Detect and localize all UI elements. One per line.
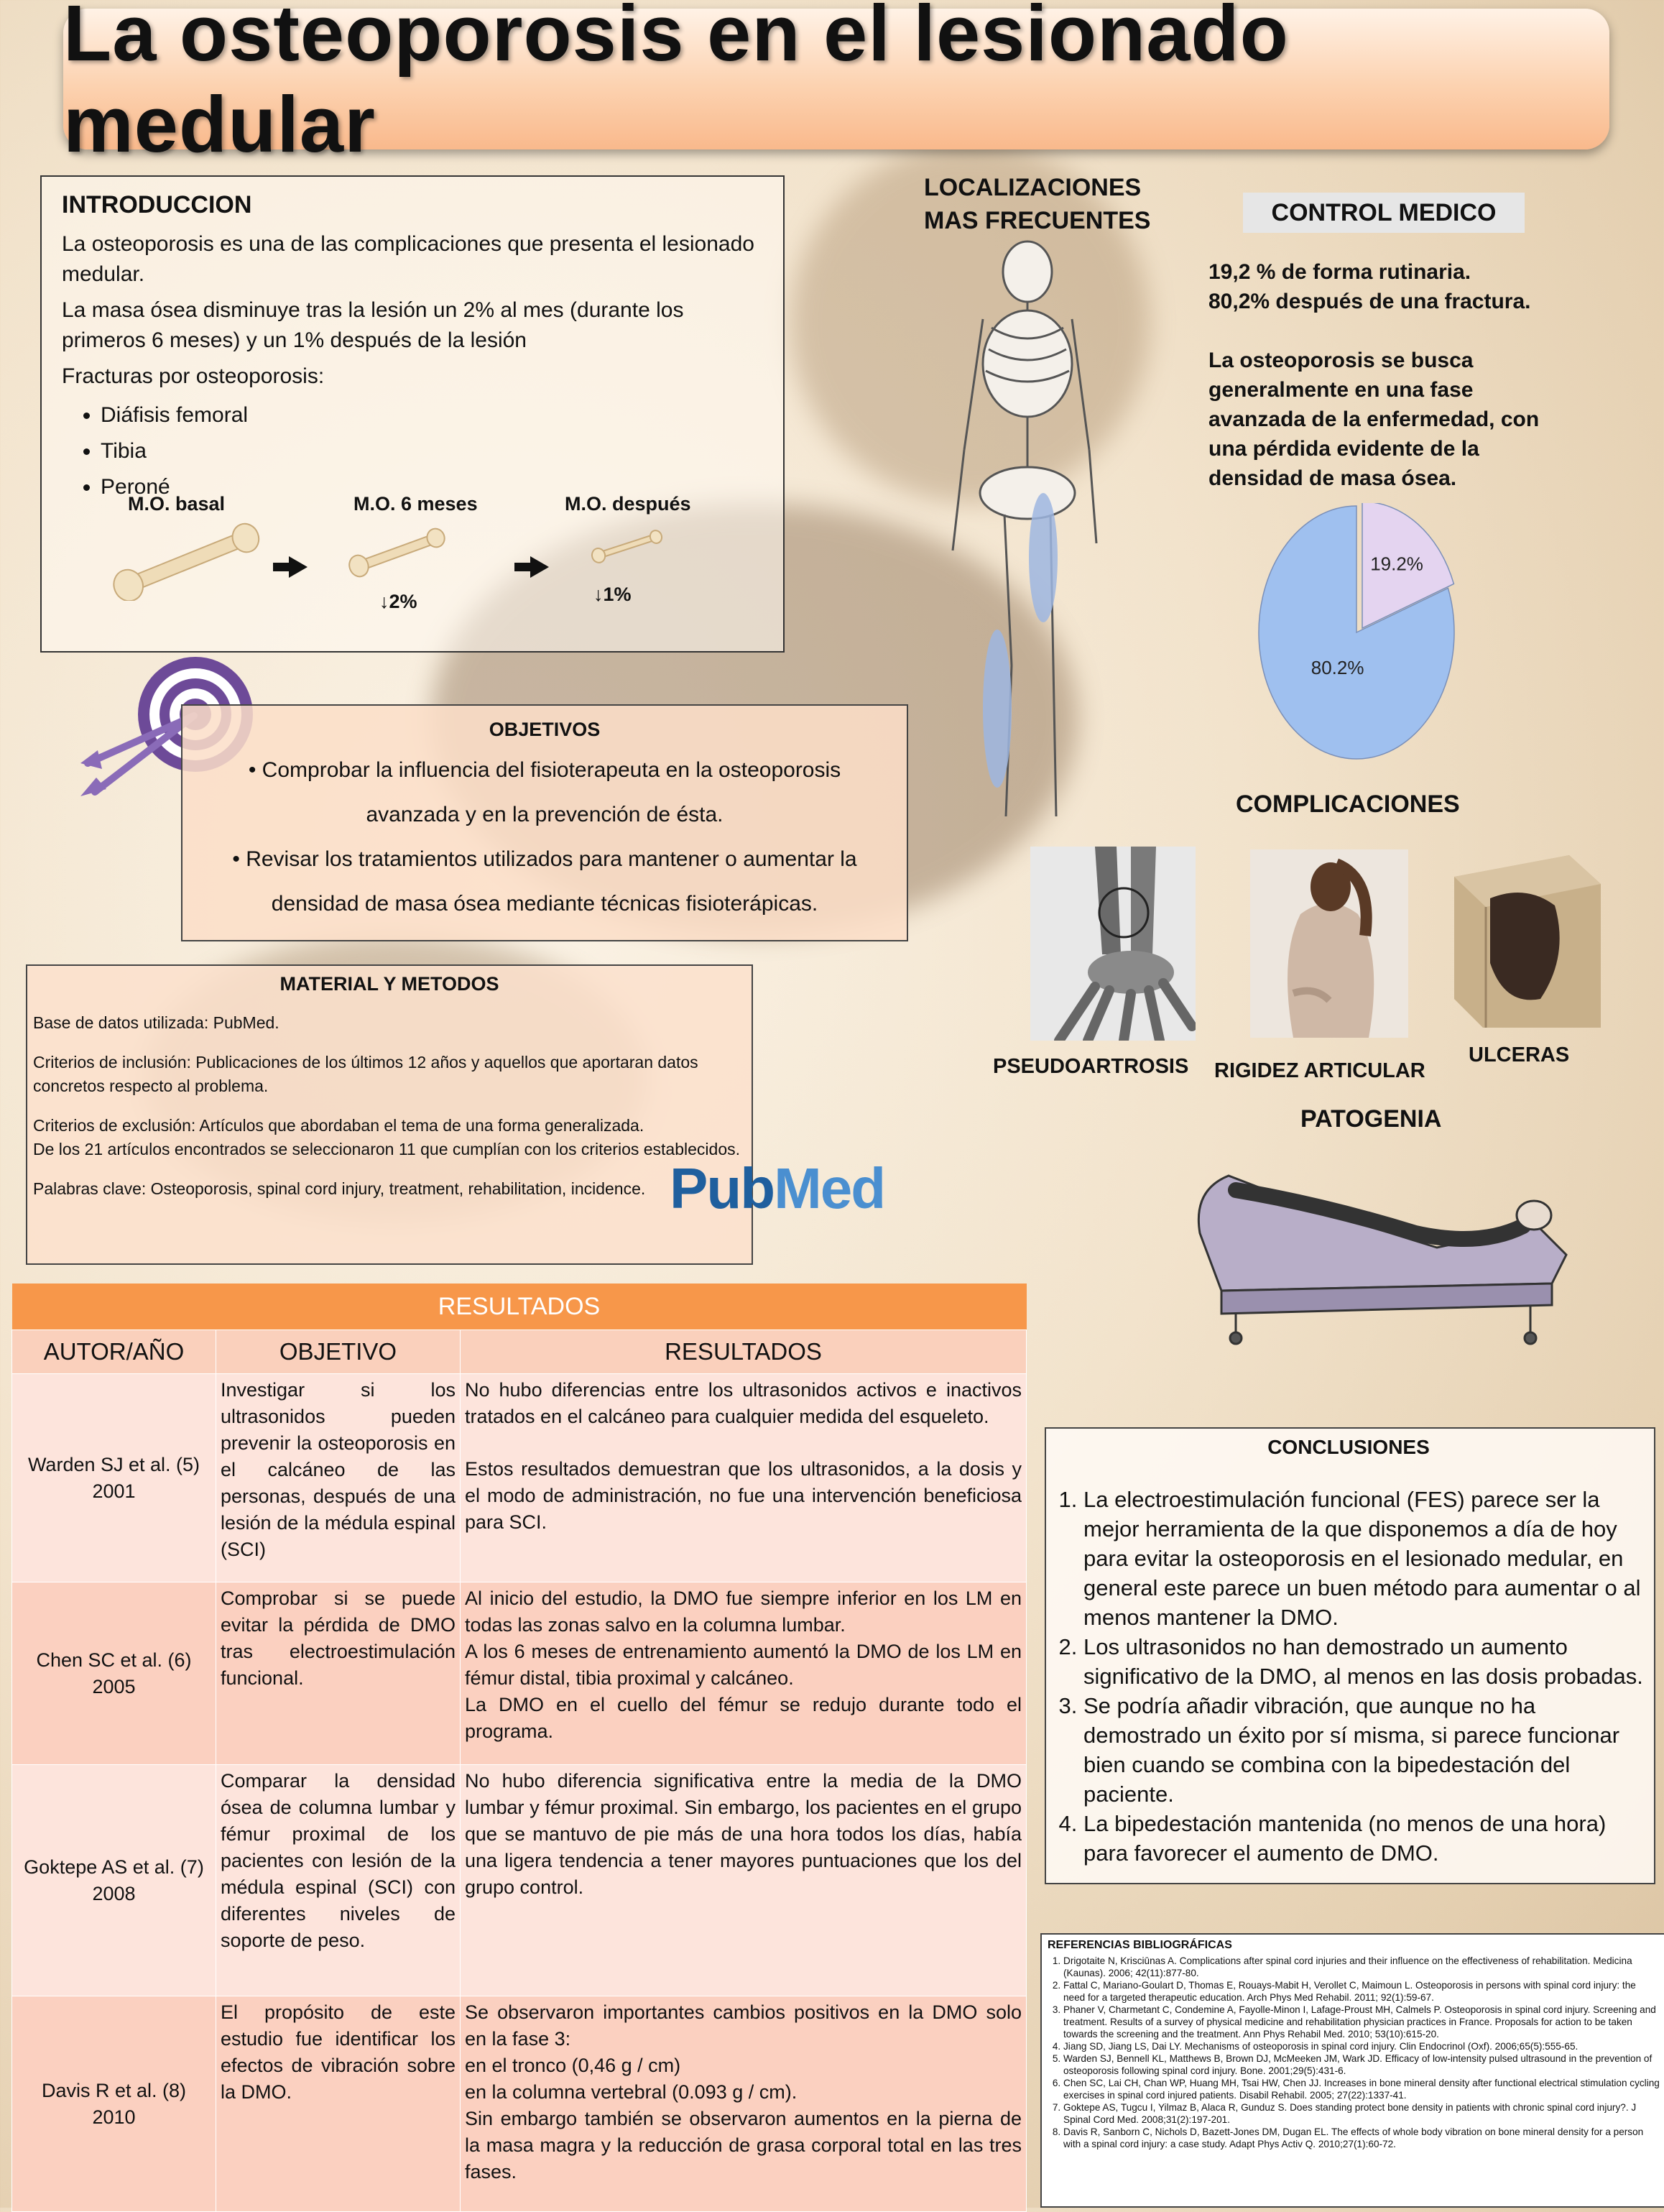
material-p1: Base de datos utilizada: PubMed. [33,1013,279,1032]
control-medico-heading: CONTROL MEDICO [1243,193,1525,233]
col-header-resultados: RESULTADOS [461,1330,1027,1374]
material-p2: Criterios de inclusión: Publicaciones de los últimos 12 años y aquellos que aportaran datos concretos respecto al problema. [33,1053,698,1095]
author-name: Warden SJ et al. (5) [27,1453,200,1475]
conclusion-item: 3. Se podría añadir vibración, que aunque no ha demostrado un éxito por sí misma, si parece funcionar bien cuando se combina con la bipedestación del paciente. [1083,1691,1644,1809]
localizaciones-heading [924,171,1168,237]
result-text: en la columna vertebral (0.093 g / cm). [465,2081,798,2103]
caption-rigidez-articular: RIGIDEZ ARTICULAR [1214,1059,1425,1082]
result-text: No hubo diferencias entre los ultrasonidos activos e inactivos tratados en el calcáneo para cualquier medida del esqueleto. [465,1379,1022,1427]
introduccion-p2: La masa ósea disminuye tras la lesión un 2% al mes (durante los primeros 6 meses) y un 1% después de la lesión [62,298,684,352]
reference-item: 8. Davis R, Sanborn C, Nichols D, Bazett-Jones DM, Dugan EL. The effects of whole body vibration on bone mineral density for a person with a spinal cord injury: a case study. Adapt Phys Activ Q. 2010;27(1):60-72. [1063,2126,1660,2150]
control-line1: 19,2 % de forma rutinaria. [1208,260,1471,284]
control-line2: 80,2% después de una fractura. [1208,290,1531,313]
material-p3b: De los 21 artículos encontrados se seleccionaron 11 que cumplían con los criterios establecidos. [33,1140,741,1158]
referencias-section [1040,1933,1664,2208]
reference-item: 6. Chen SC, Lai CH, Chan WP, Huang MH, Tsai HW, Chen JJ. Increases in bone mineral density after functional electrical stimulation cycling exercises in spinal cord injured patients. Disabil Rehabil. 2005; 27(22):1337-41. [1063,2077,1660,2101]
author-year: 2010 [92,2106,136,2128]
bone-small-icon [588,525,667,568]
objetivos-heading: OBJETIVOS [489,719,601,740]
reference-item: 7. Goktepe AS, Tugcu I, Yilmaz B, Alaca R, Gunduz S. Does standing protect bone density in patients with chronic spinal cord injury?. J Spinal Cord Med. 2008;31(2):197-201. [1063,2101,1660,2126]
conclusiones-heading: CONCLUSIONES [1267,1436,1430,1458]
author-cell [12,1582,216,1765]
referencias-list [1048,1955,1660,2150]
objective-cell: Investigar si los ultrasonidos pueden prevenir la osteoporosis en el calcáneo de las personas, después de una lesión de la médula espinal (SCI) [216,1374,461,1582]
mo-despues-label: M.O. después [565,493,691,515]
introduccion-p1: La osteoporosis es una de las complicaciones que presenta el lesionado medular. [62,232,754,286]
localizaciones-line2: MAS FRECUENTES [924,207,1151,234]
pie-slice-label: 19.2% [1370,553,1423,575]
objetivos-section [181,704,908,941]
decrease-1-label: ↓1% [593,584,632,605]
pie-slice-label: 80.2% [1311,657,1364,679]
result-text: Sin embargo también se observaron aumentos en la pierna de la masa magra y la reducción de grasa corporal total en las tres fases. [465,2108,1022,2183]
result-cell: No hubo diferencia significativa entre la media de la DMO lumbar y fémur proximal. Sin embargo, los pacientes en el grupo que se mantuvo de pie más de una hora todos los días, había una ligera tendencia a tener mayores puntuaciones que los del grupo control. [461,1765,1027,1996]
result-text: Estos resultados demuestran que los ultrasonidos, a la dosis y el modo de administración, no fue una intervención beneficiosa para SCI. [465,1458,1022,1533]
result-text: A los 6 meses de entrenamiento aumentó la DMO de los LM en fémur distal, tibia proximal y calcáneo. [465,1641,1022,1689]
mo-basal-label: M.O. basal [128,493,226,515]
fracturas-list [62,397,763,505]
pubmed-logo-pub: Pub [670,1156,775,1220]
conclusion-item: 4. La bipedestación mantenida (no menos de una hora) para favorecer el aumento de DMO. [1083,1809,1644,1868]
fractura-item: • Diáfisis femoral [101,397,763,433]
table-row [12,1765,1027,1996]
introduccion-heading: INTRODUCCION [62,191,252,218]
arrow-right-icon [530,556,549,578]
result-cell [461,1582,1027,1765]
reference-item: 1. Drigotaite N, Krisciūnas A. Complications after spinal cord injuries and their influence on the effectiveness of rehabilitation. Medicina (Kaunas). 2006; 42(11):877-80. [1063,1955,1660,1979]
reference-item: 3. Phaner V, Charmetant C, Condemine A, Fayolle-Minon I, Lafage-Proust MH, Calmels P. Osteoporosis in spinal cord injury. Screening and treatment. Results of a survey of physical medicine and rehabilitation physician practices in France. Proposals for action to be taken towards the screening and the treatment. Ann Phys Rehabil Med. 2010; 53(10):615-20. [1063,2004,1660,2040]
control-medico-pie-chart [1256,503,1457,762]
result-text: La DMO en el cuello del fémur se redujo durante todo el programa. [465,1694,1022,1742]
resultados-heading: RESULTADOS [12,1284,1027,1330]
complicaciones-heading: COMPLICACIONES [1236,791,1460,818]
reference-item: 2. Fattal C, Mariano-Goulart D, Thomas E, Rouays-Mabit H, Verollet C, Maimoun L. Osteoporosis in persons with spinal cord injury: the need for a targeted therapeutic education. Arch Phys Med Rehabil. 2011; 92(1):59-67. [1063,1979,1660,2004]
author-name: Chen SC et al. (6) [36,1649,192,1671]
objective-cell: Comparar la densidad ósea de columna lumbar y fémur proximal de los pacientes con lesión de la médula espinal (SCI) con diferentes niveles de soporte de peso. [216,1765,461,1996]
control-medico-text [1208,257,1568,522]
objetivo-item-1: • Comprobar la influencia del fisioterapeuta en la osteoporosis avanzada y en la prevención de ésta. [248,758,841,826]
result-text: Al inicio del estudio, la DMO fue siempre inferior en los LM en todas las zonas salvo en la columna lumbar. [465,1587,1022,1636]
title-banner [63,0,1609,169]
conclusion-item: 2. Los ultrasonidos no han demostrado un aumento significativo de la DMO, al menos en las dosis probadas. [1083,1632,1644,1691]
objective-cell: El propósito de este estudio fue identificar los efectos de vibración sobre la DMO. [216,1996,461,2212]
patogenia-heading: PATOGENIA [1300,1105,1442,1133]
control-p2: La osteoporosis se busca generalmente en una fase avanzada de la enfermedad, con una pérdida evidente de la densidad de masa ósea. [1208,349,1540,490]
fractura-item: • Peroné [101,469,763,505]
objetivo-item-2: • Revisar los tratamientos utilizados para mantener o aumentar la densidad de masa ósea mediante técnicas fisioterápicas. [232,847,857,916]
material-metodos-section [26,964,753,1265]
wrist-xray-image [1030,847,1196,1041]
col-header-objetivo: OBJETIVO [216,1330,461,1374]
resultados-table [11,1284,1027,2212]
hospital-bed-image [1178,1147,1581,1345]
reference-item: 4. Jiang SD, Jiang LS, Dai LY. Mechanisms of osteoporosis in spinal cord injury. Clin Endocrinol (Oxf). 2006;65(5):555-65. [1063,2040,1660,2052]
author-year: 2001 [92,1480,136,1502]
author-cell [12,1374,216,1582]
table-row [12,1582,1027,1765]
localizaciones-line1: LOCALIZACIONES [924,174,1142,201]
objective-cell: Comprobar si se puede evitar la pérdida de DMO tras electroestimulación funcional. [216,1582,461,1765]
material-heading: MATERIAL Y METODOS [279,973,499,995]
bone-large-icon [103,522,269,601]
result-cell [461,1996,1027,2212]
referencias-heading: REFERENCIAS BIBLIOGRÁFICAS [1048,1939,1232,1951]
material-p4: Palabras clave: Osteoporosis, spinal cord injury, treatment, rehabilitation, incidence. [33,1179,646,1198]
pubmed-logo [670,1156,884,1222]
author-name: Goktepe AS et al. (7) [24,1856,204,1878]
material-p3a: Criterios de exclusión: Artículos que abordaban el tema de una forma generalizada. [33,1116,644,1135]
result-cell [461,1374,1027,1582]
table-row [12,1996,1027,2212]
bone-medium-icon [343,523,451,581]
conclusiones-section [1045,1427,1655,1884]
author-year: 2008 [92,1882,136,1904]
author-name: Davis R et al. (8) [41,2079,187,2101]
resultados-table-section [11,1284,1026,2208]
result-text: Se observaron importantes cambios positivos en la DMO solo en la fase 3: [465,2001,1022,2050]
conclusiones-list [1053,1485,1644,1868]
author-cell [12,1765,216,1996]
poster-title: La osteoporosis en el lesionado medular [63,0,1289,169]
author-cell [12,1996,216,2212]
table-row [12,1374,1027,1582]
caption-ulceras: ULCERAS [1469,1043,1570,1066]
mo-6meses-label: M.O. 6 meses [353,493,478,515]
result-text: en el tronco (0,46 g / cm) [465,2055,681,2076]
ulcer-image [1440,855,1601,1028]
fractura-item: • Tibia [101,433,763,469]
decrease-2-label: ↓2% [379,591,417,612]
author-year: 2005 [92,1675,136,1697]
caption-pseudoartrosis: PSEUDOARTROSIS [993,1055,1189,1078]
introduccion-section [40,175,785,653]
skeleton-illustration [920,234,1106,838]
reference-item: 5. Warden SJ, Bennell KL, Matthews B, Brown DJ, McMeeken JM, Wark JD. Efficacy of low-intensity pulsed ultrasound in the prevention of osteoporosis following spinal cord injury. Bone. 2001;29(5):431-6. [1063,2052,1660,2077]
introduccion-p3: Fracturas por osteoporosis: [62,364,325,388]
arrow-right-icon [289,556,308,578]
col-header-autor: AUTOR/AÑO [12,1330,216,1374]
conclusion-item: 1. La electroestimulación funcional (FES) parece ser la mejor herramienta de la que disponemos a día de hoy para evitar la osteoporosis en el lesionado medular, en general este parece un buen método para aumentar o al menos mantener la DMO. [1083,1485,1644,1632]
back-pain-image [1250,849,1408,1038]
pubmed-logo-med: Med [774,1156,885,1220]
